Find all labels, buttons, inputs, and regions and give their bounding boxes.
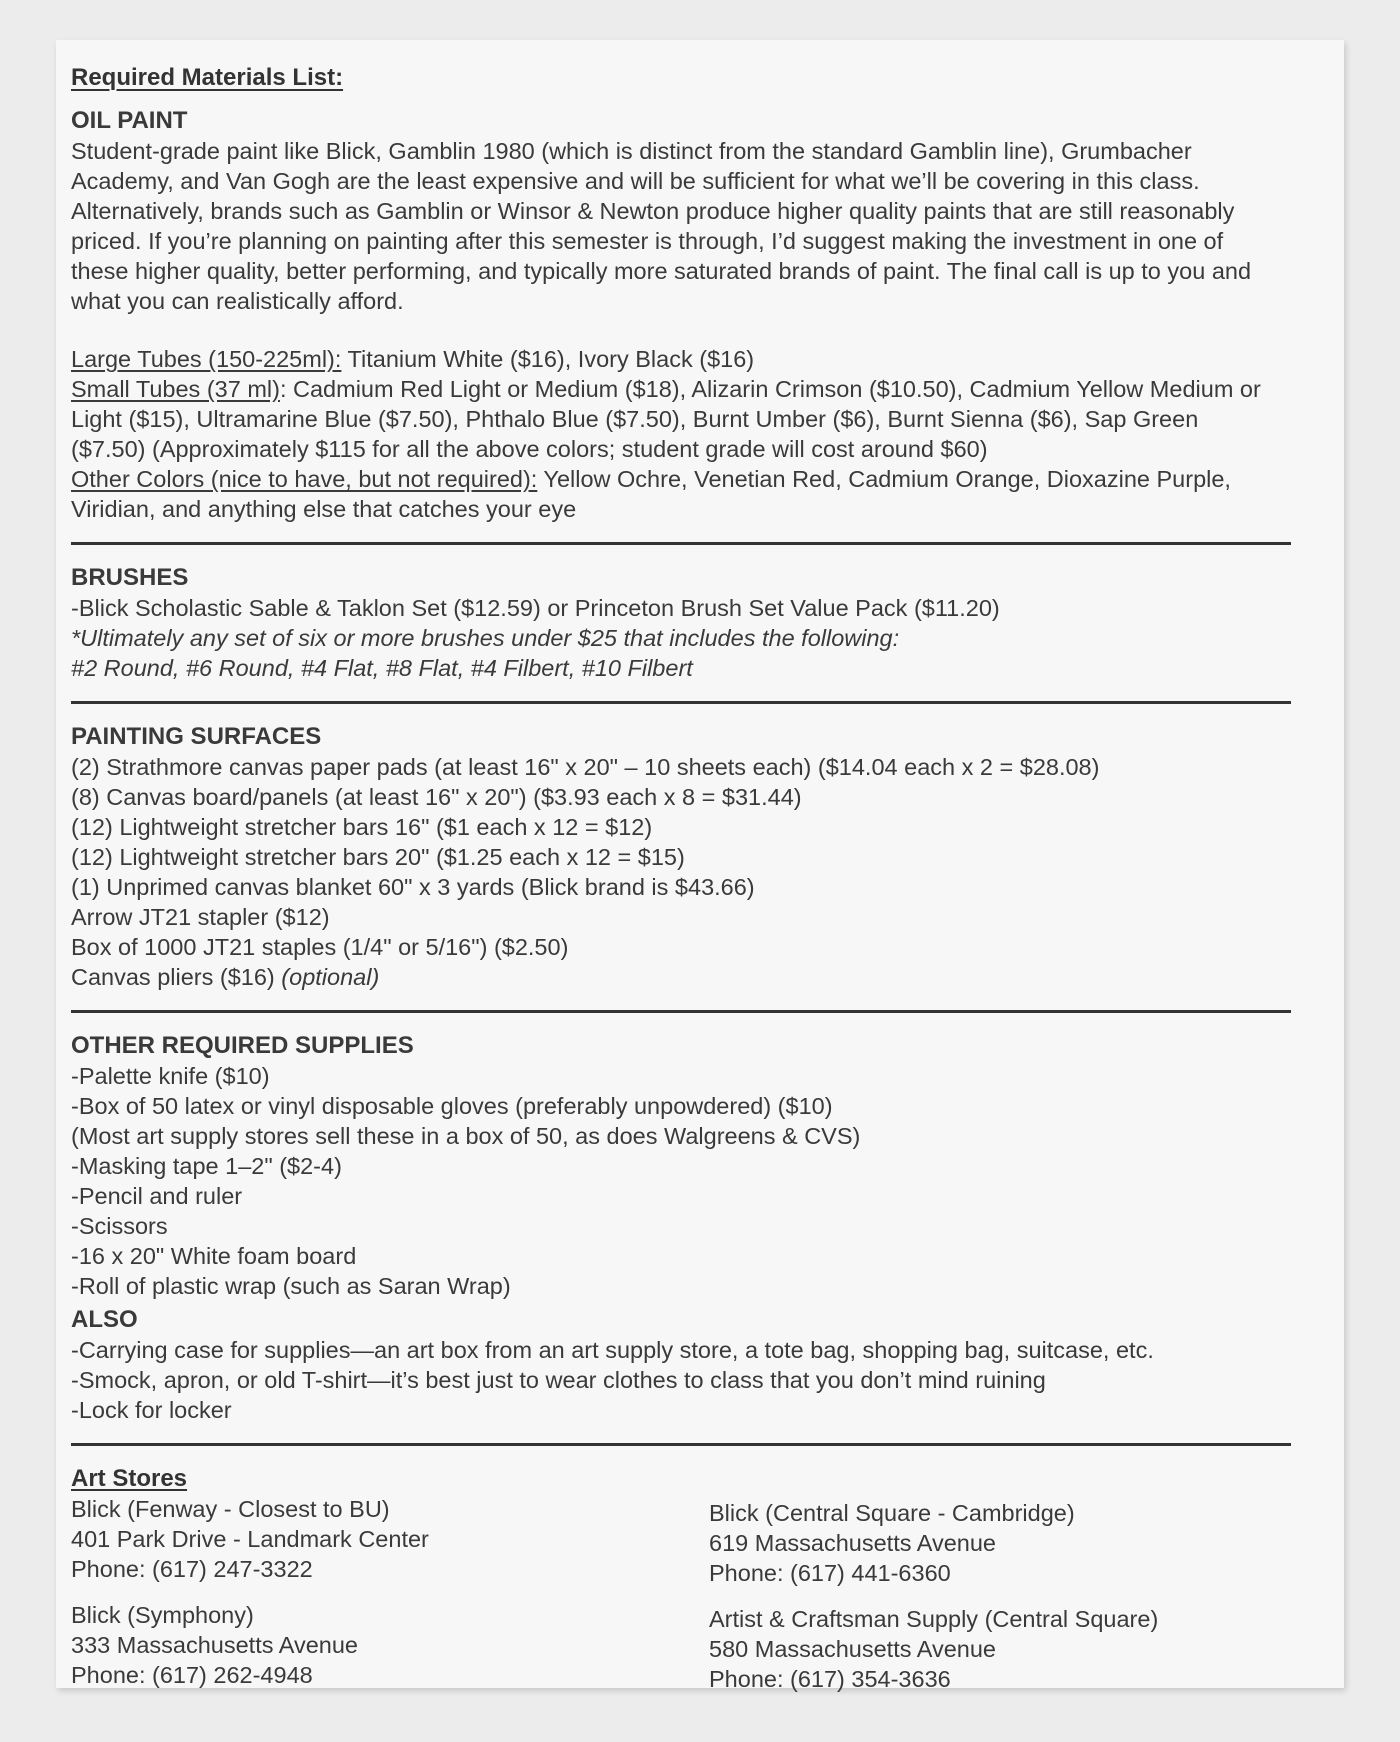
list-item: -Palette knife ($10) bbox=[71, 1063, 270, 1089]
also-heading: ALSO bbox=[71, 1306, 138, 1333]
list-item: -Smock, apron, or old T-shirt—it’s best just to wear clothes to class that you don’t mind ruining bbox=[71, 1367, 1046, 1393]
store-phone: Phone: (617) 262-4948 bbox=[71, 1662, 313, 1688]
store-address: 619 Massachusetts Avenue bbox=[709, 1530, 996, 1556]
store-address: 333 Massachusetts Avenue bbox=[71, 1632, 358, 1658]
store-phone: Phone: (617) 354-3636 bbox=[709, 1666, 951, 1692]
brushes-section bbox=[71, 563, 1321, 683]
optional-note: (optional) bbox=[281, 964, 380, 990]
divider bbox=[71, 1010, 1291, 1013]
oil-paint-intro: Student-grade paint like Blick, Gamblin 1980 (which is distinct from the standard Gamblin line), Grumbacher Academy, and Van Gogh are the least expensive and will be sufficient for what we’ll be covering in this class. Alternatively, brands such as Gamblin or Winsor & Newton produce higher quality paints that are still reasonably priced. If you’re planning on painting after this semester is through, I’d suggest making the investment in one of these higher quality, better performing, and typically more saturated brands of paint. The final call is up to you and what you can realistically afford. bbox=[71, 138, 1252, 314]
canvas-panel bbox=[56, 40, 1344, 1692]
store-phone: Phone: (617) 441-6360 bbox=[709, 1560, 951, 1586]
other-supplies-section bbox=[71, 1031, 1321, 1425]
stores-heading: Art Stores bbox=[71, 1465, 188, 1492]
list-item: (1) Unprimed canvas blanket 60" x 3 yards (Blick brand is $43.66) bbox=[71, 874, 755, 900]
store-phone: Phone: (617) 247-3322 bbox=[71, 1556, 313, 1582]
brushes-heading: BRUSHES bbox=[71, 564, 189, 591]
list-item: (8) Canvas board/panels (at least 16" x 20") ($3.93 each x 8 = $31.44) bbox=[71, 784, 802, 810]
stores-grid bbox=[71, 1494, 1321, 1714]
list-item bbox=[71, 962, 1321, 992]
store-card bbox=[71, 1600, 358, 1690]
small-tubes-label: Small Tubes (37 ml) bbox=[71, 376, 280, 402]
store-name: Blick (Symphony) bbox=[71, 1602, 254, 1628]
store-name: Artist & Craftsman Supply (Central Square) bbox=[709, 1606, 1159, 1632]
list-item: (12) Lightweight stretcher bars 16" ($1 each x 12 = $12) bbox=[71, 814, 653, 840]
store-card bbox=[709, 1604, 1158, 1694]
store-address: 401 Park Drive - Landmark Center bbox=[71, 1526, 429, 1552]
oil-paint-heading: OIL PAINT bbox=[71, 107, 188, 134]
divider bbox=[71, 1443, 1291, 1446]
list-item: -Lock for locker bbox=[71, 1397, 232, 1423]
list-item: -Scissors bbox=[71, 1213, 168, 1239]
small-tubes-line bbox=[71, 374, 1271, 464]
list-item: (12) Lightweight stretcher bars 20" ($1.25 each x 12 = $15) bbox=[71, 844, 685, 870]
materials-list bbox=[71, 64, 1321, 1714]
other-colors-line bbox=[71, 464, 1271, 524]
canvas-pliers-text: Canvas pliers ($16) bbox=[71, 964, 282, 990]
store-name: Blick (Fenway - Closest to BU) bbox=[71, 1496, 390, 1522]
page-title: Required Materials List: bbox=[71, 64, 344, 91]
oil-paint-section bbox=[71, 106, 1321, 524]
list-item: -Carrying case for supplies—an art box from an art supply store, a tote bag, shopping bag, suitcase, etc. bbox=[71, 1337, 1154, 1363]
list-item: -Roll of plastic wrap (such as Saran Wrap) bbox=[71, 1273, 511, 1299]
store-name: Blick (Central Square - Cambridge) bbox=[709, 1500, 1075, 1526]
stores-section bbox=[71, 1464, 1321, 1714]
surfaces-heading: PAINTING SURFACES bbox=[71, 723, 322, 750]
list-item: Box of 1000 JT21 staples (1/4" or 5/16") ($2.50) bbox=[71, 934, 569, 960]
brushes-sizes: #2 Round, #6 Round, #4 Flat, #8 Flat, #4 Filbert, #10 Filbert bbox=[71, 655, 693, 681]
list-item: Arrow JT21 stapler ($12) bbox=[71, 904, 330, 930]
large-tubes-label: Large Tubes (150-225ml): bbox=[71, 346, 342, 372]
list-item: (Most art supply stores sell these in a box of 50, as does Walgreens & CVS) bbox=[71, 1123, 861, 1149]
brushes-note: *Ultimately any set of six or more brushes under $25 that includes the following: bbox=[71, 625, 900, 651]
list-item: -Masking tape 1–2" ($2-4) bbox=[71, 1153, 342, 1179]
list-item: -Box of 50 latex or vinyl disposable gloves (preferably unpowdered) ($10) bbox=[71, 1093, 833, 1119]
list-item: -Pencil and ruler bbox=[71, 1183, 243, 1209]
surfaces-section bbox=[71, 722, 1321, 992]
large-tubes-line bbox=[71, 344, 1271, 374]
divider bbox=[71, 542, 1291, 545]
other-colors-text: Yellow Ochre, Venetian Red, Cadmium Orange, Dioxazine Purple, Viridian, and anything else that catches your eye bbox=[71, 466, 1231, 522]
other-colors-label: Other Colors (nice to have, but not required): bbox=[71, 466, 538, 492]
list-item: (2) Strathmore canvas paper pads (at least 16" x 20" – 10 sheets each) ($14.04 each x 2 = $28.08) bbox=[71, 754, 1100, 780]
store-address: 580 Massachusetts Avenue bbox=[709, 1636, 996, 1662]
large-tubes-text: Titanium White ($16), Ivory Black ($16) bbox=[341, 346, 755, 372]
small-tubes-text: : Cadmium Red Light or Medium ($18), Alizarin Crimson ($10.50), Cadmium Yellow Medium or Light ($15), Ultramarine Blue ($7.50), Phthalo Blue ($7.50), Burnt Umber ($6), Burnt Sienna ($6), Sap Green ($7.50) (Approximately $115 for all the above colors; student grade will cost around $60) bbox=[71, 376, 1261, 462]
list-item: -16 x 20" White foam board bbox=[71, 1243, 357, 1269]
divider bbox=[71, 701, 1291, 704]
other-supplies-heading: OTHER REQUIRED SUPPLIES bbox=[71, 1032, 414, 1059]
store-card bbox=[709, 1498, 1075, 1588]
brushes-line: -Blick Scholastic Sable & Taklon Set ($12.59) or Princeton Brush Set Value Pack ($11.20) bbox=[71, 595, 1000, 621]
store-card bbox=[71, 1494, 429, 1584]
